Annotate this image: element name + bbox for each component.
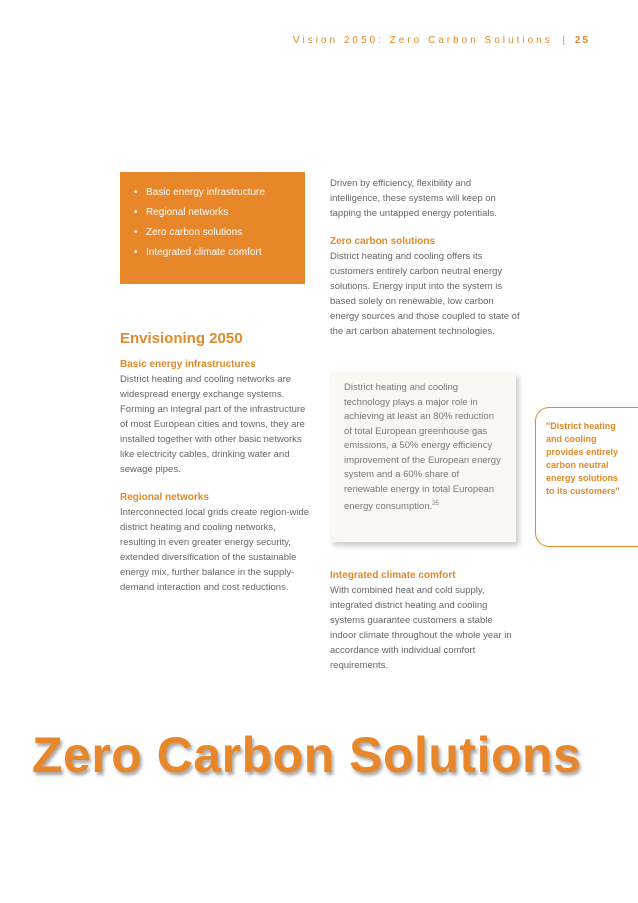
subsection-title: Zero carbon solutions xyxy=(330,236,436,247)
right-column xyxy=(330,176,520,339)
callout-body: District heating and cooling technology plays a major role in achieving at least an 80% reduction of total European greenhouse gas emissions, a 50% energy efficiency improvement of the European energy system and a 60% share of renewable energy in total European energy consumption. xyxy=(344,382,501,513)
summary-item: • Zero carbon solutions xyxy=(146,226,305,239)
running-header xyxy=(250,35,590,46)
left-column xyxy=(120,330,310,595)
summary-item: • Integrated climate comfort xyxy=(146,246,305,259)
header-separator: | xyxy=(562,35,566,46)
pull-quote xyxy=(535,407,638,547)
callout-box xyxy=(330,372,516,542)
paragraph: District heating and cooling offers its customers entirely carbon neutral energy solutions. Energy input into the system is based solely on renewable, low carbon energy sources and those coupled to state of the art carbon abatement technologies. xyxy=(330,251,520,337)
intro-paragraph: Driven by efficiency, flexibility and intelligence, these systems will keep on tapping the untapped energy potentials. xyxy=(330,178,497,219)
summary-list xyxy=(120,172,305,259)
paragraph: Interconnected local grids create region-wide district heating and cooling networks, resulting in even greater energy security, extended diversification of the sustainable energy mix, further balance in the supply-demand interaction and cost reductions. xyxy=(120,507,310,593)
subsection-title: Regional networks xyxy=(120,492,209,503)
summary-item: • Regional networks xyxy=(146,206,305,219)
page-big-title: Zero Carbon Solutions xyxy=(32,727,582,783)
paragraph: With combined heat and cold supply, integrated district heating and cooling systems guarantee customers a stable indoor climate throughout the whole year in accordance with individual comfort requirements. xyxy=(330,585,512,671)
subsection-title: Integrated climate comfort xyxy=(330,570,456,581)
right-column-lower xyxy=(330,569,520,673)
subsection-title: Basic energy infrastructures xyxy=(120,359,256,370)
header-title: Vision 2050: Zero Carbon Solutions xyxy=(293,35,553,46)
summary-box xyxy=(120,172,305,284)
section-heading: Envisioning 2050 xyxy=(120,330,243,347)
quote-text: "District heating and cooling provides entirely carbon neutral energy solutions to its customers" xyxy=(546,421,620,496)
page-number: 25 xyxy=(574,35,590,46)
paragraph: District heating and cooling networks are widespread energy exchange systems. Forming an integral part of the infrastructure of most European cities and towns, they are installed together with other basic networks like electricity cables, drinking water and sewage pipes. xyxy=(120,374,306,475)
summary-item: • Basic energy infrastructure xyxy=(146,186,305,199)
callout-text xyxy=(344,381,504,515)
footnote-marker: 25 xyxy=(432,501,439,507)
